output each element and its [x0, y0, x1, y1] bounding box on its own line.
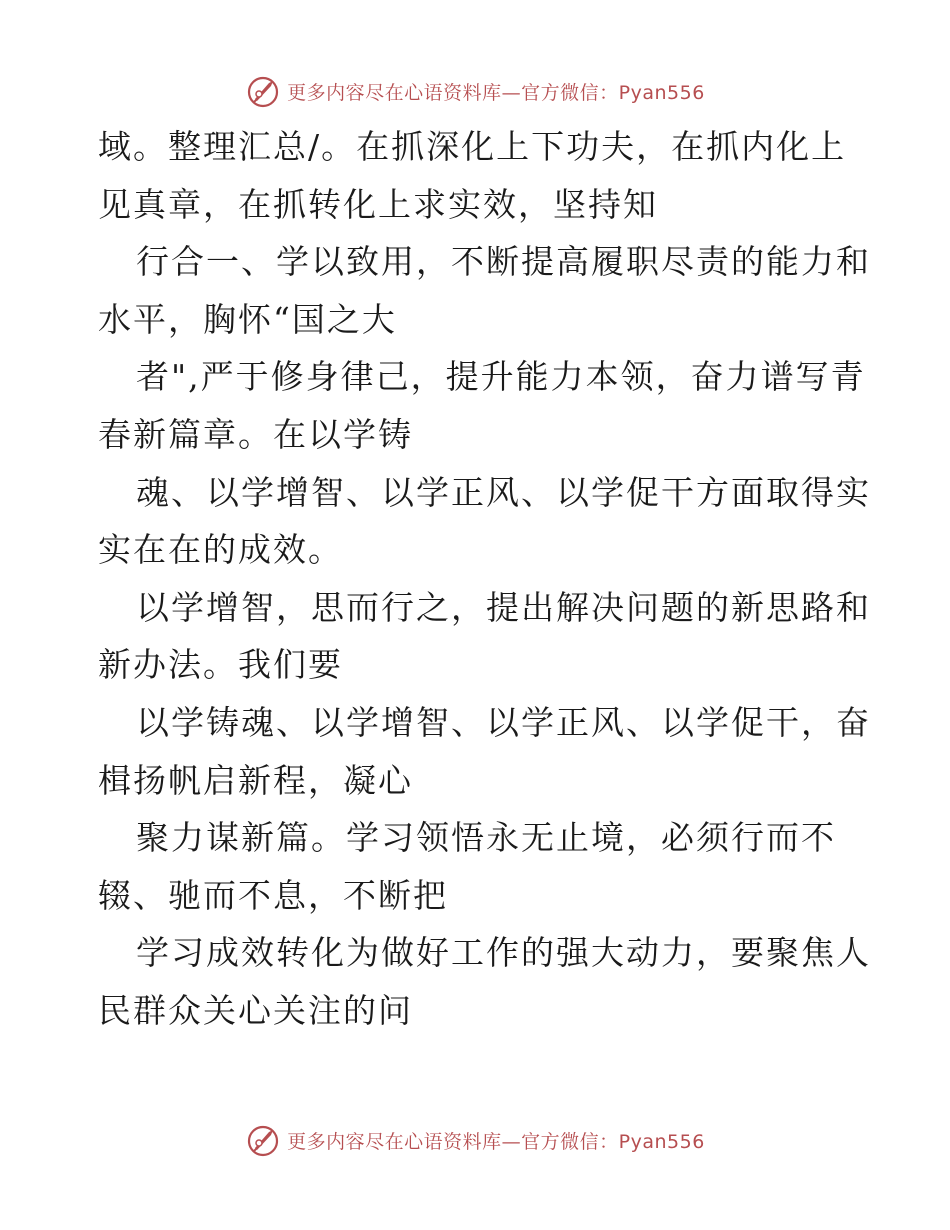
text-line: 楫扬帆启新程，凝心 [98, 760, 413, 800]
text-line: 水平，胸怀“国之大 [98, 299, 397, 339]
text-line: 辍、驰而不息，不断把 [98, 875, 448, 915]
text-line: 魂、以学增智、以学正风、以学促干方面取得实 [136, 472, 871, 512]
text-line: 以学铸魂、以学增智、以学正风、以学促干，奋 [136, 702, 871, 742]
footer-banner-label: 更多内容尽在心语资料库—官方微信： [287, 1130, 619, 1153]
text-line: 聚力谋新篇。学习领悟永无止境，必须行而不 [136, 818, 836, 858]
quill-pen-logo-icon [245, 73, 281, 109]
text-line: 见真章，在抓转化上求实效，坚持知 [98, 184, 658, 224]
footer-wechat-id: Pyan556 [618, 1130, 705, 1153]
text-line: 学习成效转化为做好工作的强大动力，要聚焦人 [136, 933, 871, 973]
quill-pen-logo-icon [245, 1122, 281, 1158]
text-line: 者",严于修身律己，提升能力本领，奋力谱写青 [136, 357, 866, 397]
header-wechat-id: Pyan556 [618, 81, 705, 104]
text-line: 新办法。我们要 [98, 645, 343, 685]
footer-banner-text [287, 1127, 705, 1154]
document-body [98, 118, 871, 1040]
text-line: 实在在的成效。 [98, 530, 343, 570]
text-line: 域。整理汇总/。在抓深化上下功夫，在抓内化上 [98, 127, 847, 166]
header-banner-text [287, 78, 705, 105]
text-line: 以学增智，思而行之，提出解决问题的新思路和 [136, 587, 871, 627]
footer-banner [0, 1120, 950, 1160]
header-banner [0, 71, 950, 111]
text-line: 民群众关心关注的问 [98, 990, 413, 1030]
text-line: 行合一、学以致用，不断提高履职尽责的能力和 [136, 242, 871, 282]
text-line: 春新篇章。在以学铸 [98, 414, 413, 454]
header-banner-label: 更多内容尽在心语资料库—官方微信： [287, 81, 619, 104]
